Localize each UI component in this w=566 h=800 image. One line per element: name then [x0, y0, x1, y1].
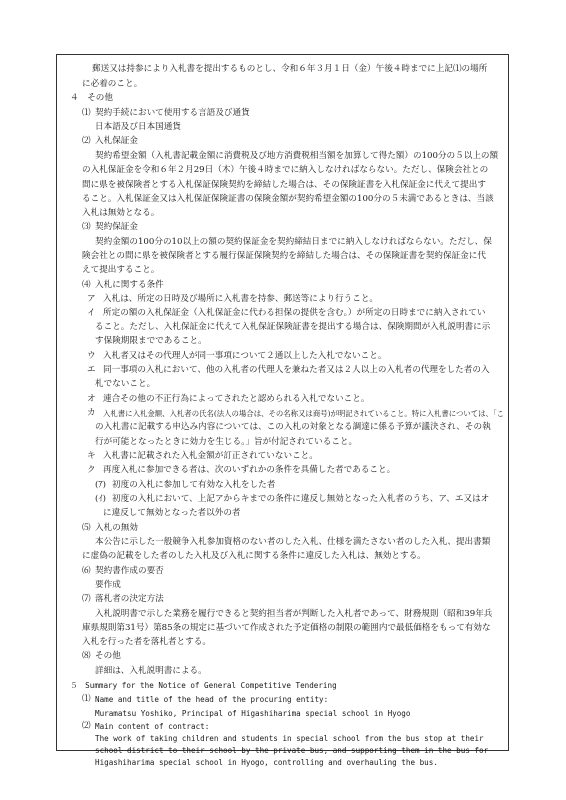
text-line: 同一事項の入札において、他の入札者の代理人を兼ねた者又は２人以上の入札者の代理をした者の入 — [103, 365, 490, 375]
text-line: 郵送又は持参により入札書を提出するものとし、令和６年３月１日（金）午後４時までに上記⑴の場所 — [92, 64, 488, 74]
text-line: 入札は、所定の日時及び場所に入札書を持参、郵送等により行うこと。 — [103, 294, 379, 304]
list-marker: キ — [87, 451, 96, 461]
text-line: 庫県規則第31号）第85条の規定に基づいて作成された予定価格の制限の範囲内で最低価格をもって有効な — [82, 623, 491, 633]
item-number: ⑹ — [82, 566, 91, 576]
text-line: 要作成 — [95, 580, 121, 590]
item-number: ⑻ — [82, 651, 91, 661]
text-line: 入札を行った者を落札者とする。 — [82, 637, 211, 647]
text-line: 険会社との間に県を被保険者とする履行保証保険契約を締結した場合は、その保険証書を契約保証金に代 — [82, 251, 486, 261]
text-line: 札でないこと。 — [95, 379, 156, 389]
text-line: 入札書に入札金額、入札者の氏名(法人の場合は、その名称又は商号)が明記されていること。特に入札書については、「こ — [103, 409, 505, 418]
text-line: 初度の入札に参加して有効な入札をした者 — [112, 480, 276, 490]
item-number: ⑵ — [82, 136, 91, 146]
text-line: Higashiharima special school in Hyogo, controlling and overhauling the bus. — [95, 758, 438, 767]
text-line: 再度入札に参加できる者は、次のいずれかの条件を具備した者であること。 — [103, 465, 396, 475]
list-marker: ア — [87, 294, 96, 304]
text-line: The work of taking children and students in special school from the bus stop at their — [95, 734, 484, 743]
item-title: Name and title of the head of the procuring entity: — [95, 695, 329, 704]
item-number: ⑴ — [82, 694, 91, 704]
item-title: 契約保証金 — [95, 222, 138, 232]
text-line: 契約希望金額（入札書記載金額に消費税及び地方消費税相当額を加算して得た額）の100分の５以上の額 — [95, 151, 499, 161]
item-title: Main content of contract: — [95, 722, 210, 731]
list-marker: カ — [87, 408, 96, 418]
text-line: Muramatsu Yoshiko, Principal of Higashiharima special school in Hyogo — [95, 709, 411, 718]
list-marker: イ — [87, 308, 96, 318]
text-line: 日本語及び日本国通貨 — [95, 122, 181, 132]
item-number: ⑷ — [82, 280, 91, 290]
item-title: 落札者の決定方法 — [95, 594, 164, 604]
text-line: の入札保証金を令和６年２月29日（木）午後４時までに納入しなければならない。ただし、保険会社との — [82, 165, 489, 175]
text-line: 本公告に示した一般競争入札参加資格のない者のした入札、仕様を満たさない者のした入札、提出書類 — [95, 537, 491, 547]
item-number: ⑺ — [82, 594, 91, 604]
text-line: 入札説明書で示した業務を履行できると契約担当者が判断した入札者であって、財務規則（昭和39年兵 — [95, 609, 493, 619]
list-marker: ク — [87, 465, 96, 475]
text-line: 間に県を被保険者とする入札保証保険契約を締結した場合は、その保険証書を入札保証金に代えて提出す — [82, 180, 486, 190]
text-line: 連合その他の不正行為によってされたと認められる入札でないこと。 — [103, 394, 370, 404]
text-line: 行が可能となったときに効力を生じる。」旨が付記されていること。 — [95, 437, 358, 447]
text-line: 初度の入札において、上記アからキまでの条件に違反し無効となった入札者のうち、ア、エ又はオ — [112, 494, 490, 504]
text-line: ること。ただし、入札保証金に代えて入札保証保険証書を提出する場合は、保険期間が入札説明書に示 — [95, 322, 491, 332]
item-number: ⑶ — [82, 222, 91, 232]
text-line: す保険期限までであること。 — [95, 336, 207, 346]
list-marker: エ — [87, 365, 96, 375]
list-marker: (ｲ) — [95, 494, 107, 504]
text-line: 契約金額の100分の10以上の額の契約保証金を契約締結日までに納入しなければならない。ただし、保 — [95, 237, 492, 247]
text-line: school district to their school by the private bus, and supporting them in the bus for — [95, 746, 489, 755]
text-line: に違反して無効となった者以外の者 — [103, 508, 241, 518]
item-number: ⑴ — [82, 108, 91, 118]
item-title: 入札の無効 — [95, 523, 138, 533]
item-number: ⑵ — [82, 721, 91, 731]
section-heading: ４ その他 — [70, 93, 113, 103]
item-title: 契約手続において使用する言語及び通貨 — [95, 108, 250, 118]
item-title: 入札に関する条件 — [95, 280, 164, 290]
item-number: ⑸ — [82, 523, 91, 533]
text-line: に必着のこと。 — [82, 79, 143, 89]
item-title: 入札保証金 — [95, 136, 138, 146]
text-line: 入札書に記載された入札金額が訂正されていないこと。 — [103, 451, 318, 461]
text-line: ること。入札保証金又は入札保証保険証書の保険金額が契約希望金額の100分の５未満であるときは、当該 — [82, 194, 494, 204]
list-marker: (ｱ) — [95, 480, 107, 490]
text-line: 入札者又はその代理人が同一事項について２通以上した入札でないこと。 — [103, 351, 387, 361]
item-title: その他 — [95, 651, 121, 661]
text-line: の入札書に記載する申込み内容については、この入札の対象となる調達に係る予算が議決され、その執 — [95, 422, 491, 432]
text-line: 詳細は、入札説明書による。 — [95, 666, 207, 676]
text-line: えて提出すること。 — [82, 265, 160, 275]
text-line: 入札は無効となる。 — [82, 208, 160, 218]
text-line: 所定の額の入札保証金（入札保証金に代わる担保の提供を含む。）が所定の日時までに納入されてい — [103, 308, 486, 318]
list-marker: ウ — [87, 351, 96, 361]
section-heading: ５ Summary for the Notice of General Competitive Tendering — [70, 681, 337, 690]
list-marker: オ — [87, 394, 96, 404]
text-line: に虚偽の記載をした者のした入札及び入札に関する条件に違反した入札は、無効とする。 — [82, 551, 426, 561]
item-title: 契約書作成の要否 — [95, 566, 164, 576]
